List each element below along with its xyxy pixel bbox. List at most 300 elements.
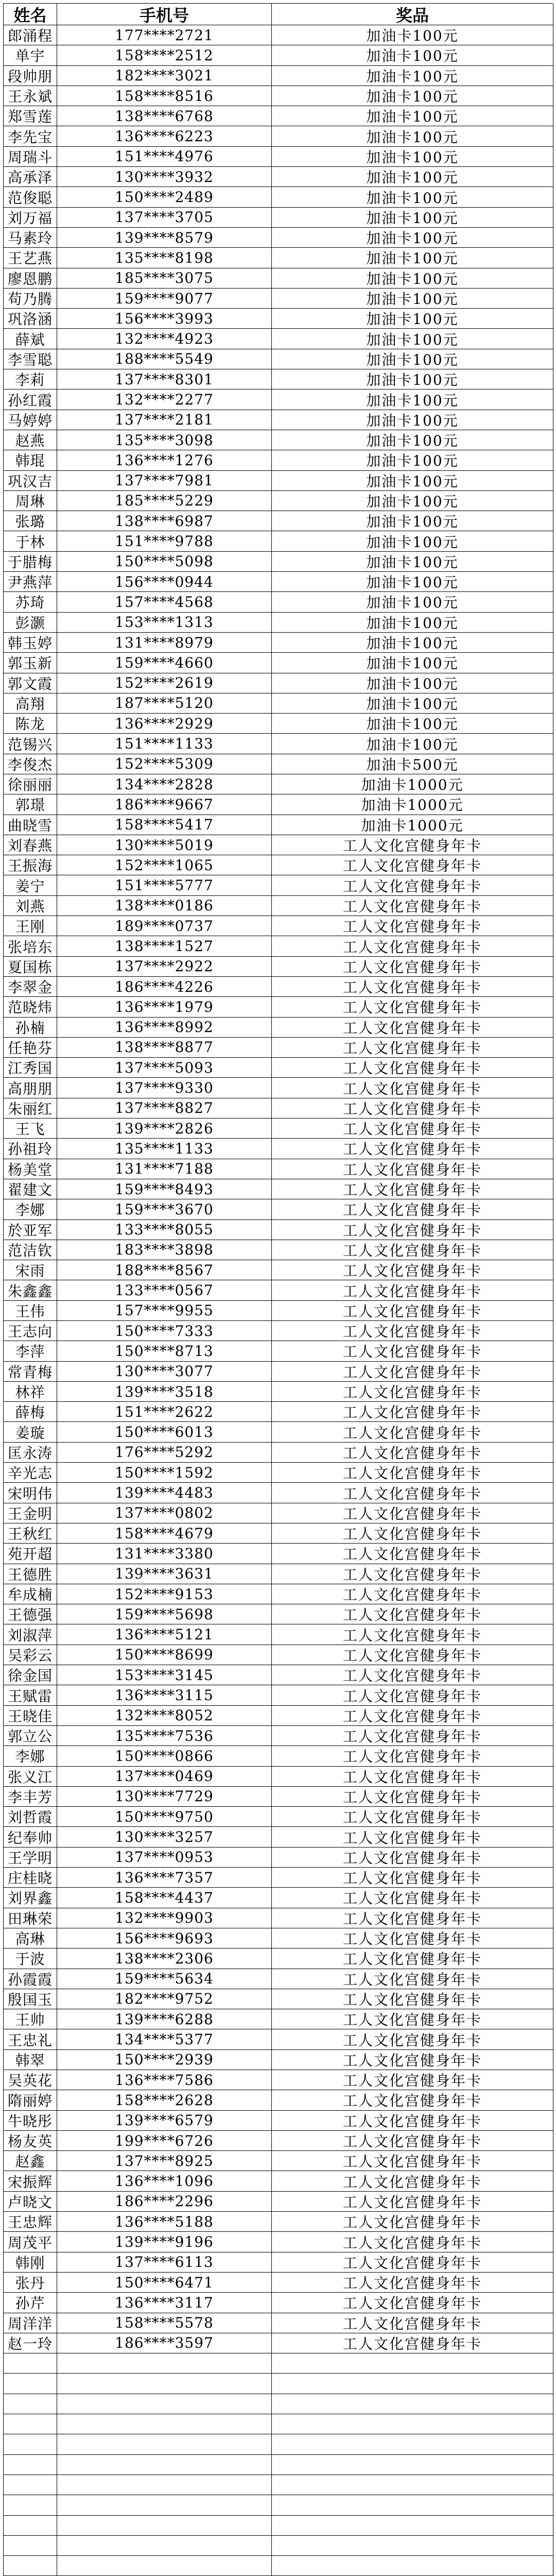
cell-phone: 138****1527: [57, 936, 272, 956]
cell-prize: [272, 2556, 553, 2576]
cell-name: 杨美堂: [4, 1159, 57, 1179]
cell-prize: [272, 2394, 553, 2414]
cell-prize: 工人文化宫健身年卡: [272, 1645, 553, 1665]
cell-name: 宋振辉: [4, 2171, 57, 2191]
cell-prize: 工人文化宫健身年卡: [272, 1443, 553, 1463]
cell-prize: 工人文化宫健身年卡: [272, 1341, 553, 1361]
cell-phone: 137****9330: [57, 1078, 272, 1098]
header-name: 姓名: [4, 4, 57, 25]
cell-prize: 工人文化宫健身年卡: [272, 2090, 553, 2110]
cell-name: 田琳荣: [4, 1908, 57, 1928]
cell-phone: 139****8579: [57, 228, 272, 248]
cell-phone: [57, 2556, 272, 2576]
cell-name: 段帅朋: [4, 66, 57, 86]
cell-phone: 159****5634: [57, 1969, 272, 1989]
cell-phone: 186****4226: [57, 977, 272, 997]
cell-prize: 加油卡100元: [272, 693, 553, 714]
cell-prize: 工人文化宫健身年卡: [272, 1159, 553, 1179]
cell-phone: 151****9788: [57, 531, 272, 551]
cell-prize: 工人文化宫健身年卡: [272, 2009, 553, 2029]
cell-phone: 152****9153: [57, 1584, 272, 1604]
cell-phone: 158****4437: [57, 1888, 272, 1908]
cell-prize: 加油卡100元: [272, 673, 553, 693]
cell-phone: 130****7729: [57, 1787, 272, 1807]
cell-phone: 137****8925: [57, 2151, 272, 2171]
cell-phone: 130****3077: [57, 1362, 272, 1382]
cell-phone: 182****9752: [57, 1989, 272, 2009]
cell-phone: 139****6579: [57, 2111, 272, 2131]
cell-prize: 工人文化宫健身年卡: [272, 1260, 553, 1280]
cell-name: 赵一玲: [4, 2333, 57, 2353]
cell-name: 尹燕萍: [4, 572, 57, 592]
cell-phone: 130****3257: [57, 1827, 272, 1847]
cell-name: 刘春燕: [4, 835, 57, 855]
cell-phone: 139****2826: [57, 1118, 272, 1139]
cell-name: [4, 2394, 57, 2414]
cell-prize: 加油卡100元: [272, 349, 553, 369]
cell-prize: [272, 2434, 553, 2454]
cell-prize: 加油卡100元: [272, 309, 553, 329]
cell-phone: 139****4483: [57, 1483, 272, 1503]
cell-name: 曲晓雪: [4, 815, 57, 835]
cell-phone: 158****8516: [57, 86, 272, 106]
cell-name: 王忠辉: [4, 2212, 57, 2232]
cell-phone: 150****7333: [57, 1321, 272, 1341]
cell-prize: [272, 2455, 553, 2475]
cell-phone: 156****3993: [57, 309, 272, 329]
cell-phone: 185****5229: [57, 491, 272, 511]
cell-name: 牛晓彤: [4, 2111, 57, 2131]
cell-phone: 132****9903: [57, 1908, 272, 1928]
cell-name: 杨友英: [4, 2131, 57, 2151]
cell-name: 王艺燕: [4, 248, 57, 268]
winner-table: [3, 3, 553, 2576]
cell-phone: 132****4923: [57, 329, 272, 349]
cell-phone: [57, 2374, 272, 2394]
cell-name: 张培东: [4, 936, 57, 956]
cell-prize: 工人文化宫健身年卡: [272, 2151, 553, 2171]
cell-prize: 加油卡100元: [272, 25, 553, 45]
cell-name: 隋丽婷: [4, 2090, 57, 2110]
cell-prize: 加油卡100元: [272, 86, 553, 106]
cell-phone: 185****3075: [57, 268, 272, 289]
cell-phone: 199****6726: [57, 2131, 272, 2151]
cell-phone: [57, 2394, 272, 2414]
cell-name: [4, 2495, 57, 2515]
cell-name: 李娜: [4, 1199, 57, 1219]
cell-prize: 工人文化宫健身年卡: [272, 1848, 553, 1868]
cell-name: [4, 2414, 57, 2434]
cell-name: 高琳: [4, 1928, 57, 1948]
cell-name: 朱丽红: [4, 1098, 57, 1118]
cell-phone: 158****2512: [57, 45, 272, 65]
cell-prize: 加油卡100元: [272, 45, 553, 65]
cell-prize: 工人文化宫健身年卡: [272, 2111, 553, 2131]
cell-phone: 158****5578: [57, 2313, 272, 2333]
cell-prize: 工人文化宫健身年卡: [272, 2192, 553, 2212]
cell-name: 卢晓文: [4, 2192, 57, 2212]
cell-prize: 加油卡100元: [272, 714, 553, 734]
cell-name: 王赋雷: [4, 1685, 57, 1705]
cell-prize: 工人文化宫健身年卡: [272, 1827, 553, 1847]
cell-phone: 136****2929: [57, 714, 272, 734]
cell-name: 姜璇: [4, 1422, 57, 1442]
cell-prize: 工人文化宫健身年卡: [272, 1665, 553, 1685]
cell-prize: 工人文化宫健身年卡: [272, 2232, 553, 2252]
cell-name: 纪奉帅: [4, 1827, 57, 1847]
cell-prize: 工人文化宫健身年卡: [272, 1948, 553, 1969]
cell-phone: 137****0469: [57, 1767, 272, 1787]
cell-name: 范晓炜: [4, 997, 57, 1017]
cell-name: 孙芹: [4, 2293, 57, 2313]
cell-phone: 150****9750: [57, 1807, 272, 1827]
cell-prize: 工人文化宫健身年卡: [272, 1604, 553, 1624]
cell-name: 周琳: [4, 491, 57, 511]
cell-prize: 工人文化宫健身年卡: [272, 916, 553, 936]
cell-prize: 工人文化宫健身年卡: [272, 896, 553, 916]
cell-name: [4, 2516, 57, 2536]
cell-name: 郑雪莲: [4, 106, 57, 126]
cell-prize: 工人文化宫健身年卡: [272, 2313, 553, 2333]
cell-prize: 加油卡100元: [272, 187, 553, 207]
cell-phone: 138****6768: [57, 106, 272, 126]
cell-prize: 工人文化宫健身年卡: [272, 1868, 553, 1888]
cell-name: 刘哲霞: [4, 1807, 57, 1827]
cell-phone: 131****7188: [57, 1159, 272, 1179]
cell-phone: 189****0737: [57, 916, 272, 936]
cell-name: 张璐: [4, 511, 57, 531]
cell-prize: 加油卡100元: [272, 613, 553, 633]
cell-phone: 159****8493: [57, 1179, 272, 1199]
cell-prize: 工人文化宫健身年卡: [272, 997, 553, 1017]
cell-prize: 加油卡100元: [272, 450, 553, 470]
cell-name: 范俊聪: [4, 187, 57, 207]
cell-name: 李娜: [4, 1746, 57, 1766]
cell-phone: 152****1065: [57, 855, 272, 875]
cell-phone: [57, 2495, 272, 2515]
cell-phone: 136****5121: [57, 1624, 272, 1645]
cell-phone: 150****2939: [57, 2050, 272, 2070]
cell-name: 王振海: [4, 855, 57, 875]
cell-prize: 工人文化宫健身年卡: [272, 1908, 553, 1928]
cell-prize: 工人文化宫健身年卡: [272, 2273, 553, 2293]
cell-phone: 158****4679: [57, 1523, 272, 1544]
cell-phone: 139****9196: [57, 2232, 272, 2252]
cell-name: 郭玉新: [4, 653, 57, 673]
cell-prize: 工人文化宫健身年卡: [272, 936, 553, 956]
cell-name: 王学明: [4, 1848, 57, 1868]
cell-name: 王晓佳: [4, 1706, 57, 1726]
cell-name: 刘万福: [4, 208, 57, 228]
cell-prize: 工人文化宫健身年卡: [272, 2070, 553, 2090]
cell-phone: 183****3898: [57, 1240, 272, 1260]
cell-name: 郎涌程: [4, 25, 57, 45]
cell-prize: 工人文化宫健身年卡: [272, 1787, 553, 1807]
cell-phone: 136****1096: [57, 2171, 272, 2191]
cell-prize: 工人文化宫健身年卡: [272, 1746, 553, 1766]
cell-name: [4, 2434, 57, 2454]
cell-prize: 加油卡100元: [272, 289, 553, 309]
cell-prize: 工人文化宫健身年卡: [272, 835, 553, 855]
cell-name: 庄桂晓: [4, 1868, 57, 1888]
cell-name: 马素玲: [4, 228, 57, 248]
cell-name: 李莉: [4, 369, 57, 389]
cell-phone: 150****5098: [57, 552, 272, 572]
cell-name: 李先宝: [4, 126, 57, 146]
cell-phone: 137****6113: [57, 2252, 272, 2273]
cell-name: 范锡兴: [4, 734, 57, 754]
cell-name: 徐丽丽: [4, 774, 57, 794]
cell-prize: 工人文化宫健身年卡: [272, 1564, 553, 1584]
cell-prize: [272, 2374, 553, 2394]
cell-phone: 132****2277: [57, 389, 272, 410]
cell-phone: 153****3145: [57, 1665, 272, 1685]
cell-phone: 139****3631: [57, 1564, 272, 1584]
cell-prize: [272, 2536, 553, 2556]
cell-name: 李雪聪: [4, 349, 57, 369]
cell-name: 常青梅: [4, 1362, 57, 1382]
cell-name: 单宇: [4, 45, 57, 65]
cell-prize: 工人文化宫健身年卡: [272, 1928, 553, 1948]
cell-phone: 137****7981: [57, 471, 272, 491]
cell-name: 孙楠: [4, 1018, 57, 1038]
cell-name: 翟建文: [4, 1179, 57, 1199]
cell-name: 于波: [4, 1948, 57, 1969]
cell-phone: 136****7357: [57, 1868, 272, 1888]
cell-phone: 137****5093: [57, 1058, 272, 1078]
cell-prize: 加油卡100元: [272, 633, 553, 653]
cell-prize: 工人文化宫健身年卡: [272, 1118, 553, 1139]
cell-prize: 加油卡100元: [272, 248, 553, 268]
cell-phone: 187****5120: [57, 693, 272, 714]
cell-phone: 136****3117: [57, 2293, 272, 2313]
cell-name: 王德胜: [4, 1564, 57, 1584]
cell-prize: 加油卡100元: [272, 389, 553, 410]
cell-name: 郭文霞: [4, 673, 57, 693]
cell-name: 李翠金: [4, 977, 57, 997]
cell-phone: 135****7536: [57, 1726, 272, 1746]
cell-phone: 186****3597: [57, 2333, 272, 2353]
cell-prize: 加油卡100元: [272, 653, 553, 673]
cell-prize: 工人文化宫健身年卡: [272, 1199, 553, 1219]
cell-phone: 133****8055: [57, 1220, 272, 1240]
cell-phone: [57, 2475, 272, 2495]
cell-name: 周洋洋: [4, 2313, 57, 2333]
cell-phone: 151****5777: [57, 875, 272, 895]
cell-name: 殷国玉: [4, 1989, 57, 2009]
cell-prize: 工人文化宫健身年卡: [272, 1078, 553, 1098]
cell-prize: 工人文化宫健身年卡: [272, 1240, 553, 1260]
cell-phone: 136****7586: [57, 2070, 272, 2090]
cell-phone: 188****5549: [57, 349, 272, 369]
cell-phone: 150****8699: [57, 1645, 272, 1665]
cell-prize: 工人文化宫健身年卡: [272, 855, 553, 875]
cell-name: 马婷婷: [4, 410, 57, 430]
cell-phone: 159****5698: [57, 1604, 272, 1624]
cell-name: 王金明: [4, 1503, 57, 1523]
cell-phone: 134****5377: [57, 2029, 272, 2049]
cell-name: 王伟: [4, 1301, 57, 1321]
cell-name: [4, 2455, 57, 2475]
cell-phone: 182****3021: [57, 66, 272, 86]
cell-phone: 150****2489: [57, 187, 272, 207]
cell-phone: 150****1592: [57, 1463, 272, 1483]
cell-name: 韩琨: [4, 450, 57, 470]
cell-name: [4, 2475, 57, 2495]
cell-prize: 加油卡100元: [272, 430, 553, 450]
cell-name: 辛光志: [4, 1463, 57, 1483]
cell-name: 彭灏: [4, 613, 57, 633]
cell-phone: 137****3705: [57, 208, 272, 228]
cell-phone: 156****9693: [57, 1928, 272, 1948]
cell-name: 宋明伟: [4, 1483, 57, 1503]
cell-prize: 加油卡1000元: [272, 815, 553, 835]
cell-phone: 132****8052: [57, 1706, 272, 1726]
cell-prize: [272, 2353, 553, 2374]
cell-prize: [272, 2495, 553, 2515]
cell-phone: 159****3670: [57, 1199, 272, 1219]
cell-prize: [272, 2414, 553, 2434]
cell-prize: 加油卡100元: [272, 491, 553, 511]
cell-name: 陈龙: [4, 714, 57, 734]
cell-phone: 135****8198: [57, 248, 272, 268]
cell-prize: 加油卡100元: [272, 552, 553, 572]
cell-prize: 加油卡100元: [272, 167, 553, 187]
cell-prize: 工人文化宫健身年卡: [272, 1888, 553, 1908]
cell-name: 苑开超: [4, 1544, 57, 1564]
cell-phone: 150****6471: [57, 2273, 272, 2293]
cell-name: [4, 2374, 57, 2394]
cell-prize: 加油卡100元: [272, 572, 553, 592]
cell-phone: 137****2922: [57, 957, 272, 977]
cell-name: 江秀国: [4, 1058, 57, 1078]
cell-prize: 工人文化宫健身年卡: [272, 1422, 553, 1442]
cell-phone: 153****1313: [57, 613, 272, 633]
cell-name: 周茂平: [4, 2232, 57, 2252]
cell-name: 赵鑫: [4, 2151, 57, 2171]
cell-prize: 加油卡100元: [272, 147, 553, 167]
cell-name: 赵燕: [4, 430, 57, 450]
cell-prize: 工人文化宫健身年卡: [272, 1767, 553, 1787]
cell-prize: 工人文化宫健身年卡: [272, 2252, 553, 2273]
cell-phone: 157****4568: [57, 592, 272, 612]
cell-phone: [57, 2353, 272, 2374]
cell-prize: 工人文化宫健身年卡: [272, 1321, 553, 1341]
cell-prize: 加油卡100元: [272, 471, 553, 491]
cell-prize: 工人文化宫健身年卡: [272, 1483, 553, 1503]
cell-name: 任艳芬: [4, 1038, 57, 1058]
cell-phone: 138****0186: [57, 896, 272, 916]
cell-name: 巩汉吉: [4, 471, 57, 491]
cell-phone: 138****6987: [57, 511, 272, 531]
cell-prize: 工人文化宫健身年卡: [272, 1807, 553, 1827]
cell-name: 薛斌: [4, 329, 57, 349]
cell-phone: 152****2619: [57, 673, 272, 693]
cell-name: 李萍: [4, 1341, 57, 1361]
cell-name: 巩洛涵: [4, 309, 57, 329]
header-prize: 奖品: [272, 4, 553, 25]
cell-name: 刘燕: [4, 896, 57, 916]
cell-prize: 加油卡100元: [272, 592, 553, 612]
cell-phone: 158****5417: [57, 815, 272, 835]
cell-name: 薛梅: [4, 1402, 57, 1422]
cell-name: 徐金国: [4, 1665, 57, 1685]
cell-name: 王忠礼: [4, 2029, 57, 2049]
cell-prize: 工人文化宫健身年卡: [272, 1503, 553, 1523]
cell-phone: 151****2622: [57, 1402, 272, 1422]
cell-prize: 加油卡1000元: [272, 794, 553, 815]
cell-prize: 加油卡1000元: [272, 774, 553, 794]
cell-prize: 工人文化宫健身年卡: [272, 1584, 553, 1604]
cell-phone: 152****5309: [57, 754, 272, 774]
cell-phone: [57, 2516, 272, 2536]
cell-phone: 137****0802: [57, 1503, 272, 1523]
cell-prize: 工人文化宫健身年卡: [272, 1301, 553, 1321]
cell-phone: 159****4660: [57, 653, 272, 673]
cell-phone: 157****9955: [57, 1301, 272, 1321]
cell-name: 于林: [4, 531, 57, 551]
cell-name: 韩翠: [4, 2050, 57, 2070]
cell-phone: 130****5019: [57, 835, 272, 855]
cell-prize: 加油卡100元: [272, 228, 553, 248]
cell-prize: 工人文化宫健身年卡: [272, 1706, 553, 1726]
cell-name: 张义江: [4, 1767, 57, 1787]
cell-name: 张丹: [4, 2273, 57, 2293]
cell-name: 吴彩云: [4, 1645, 57, 1665]
header-phone: 手机号: [57, 4, 272, 25]
cell-prize: 加油卡100元: [272, 410, 553, 430]
cell-phone: 188****8567: [57, 1260, 272, 1280]
cell-name: [4, 2536, 57, 2556]
cell-name: 於亚军: [4, 1220, 57, 1240]
cell-prize: 加油卡100元: [272, 268, 553, 289]
cell-phone: 136****1276: [57, 450, 272, 470]
cell-name: 韩刚: [4, 2252, 57, 2273]
cell-name: 高承泽: [4, 167, 57, 187]
cell-phone: 136****5188: [57, 2212, 272, 2232]
cell-phone: 150****8713: [57, 1341, 272, 1361]
cell-name: 周瑞斗: [4, 147, 57, 167]
cell-phone: [57, 2434, 272, 2454]
cell-phone: 133****0567: [57, 1280, 272, 1300]
cell-name: 王秋红: [4, 1523, 57, 1544]
cell-phone: 134****2828: [57, 774, 272, 794]
cell-name: 王志向: [4, 1321, 57, 1341]
cell-phone: 138****2306: [57, 1948, 272, 1969]
cell-prize: 工人文化宫健身年卡: [272, 1382, 553, 1402]
cell-name: 王帅: [4, 2009, 57, 2029]
cell-name: 苟乃腾: [4, 289, 57, 309]
cell-name: 李丰芳: [4, 1787, 57, 1807]
cell-phone: 136****8992: [57, 1018, 272, 1038]
cell-prize: [272, 2516, 553, 2536]
cell-prize: 工人文化宫健身年卡: [272, 1989, 553, 2009]
cell-prize: 工人文化宫健身年卡: [272, 1179, 553, 1199]
cell-prize: 工人文化宫健身年卡: [272, 1726, 553, 1746]
cell-phone: 176****5292: [57, 1443, 272, 1463]
cell-name: 郭立公: [4, 1726, 57, 1746]
cell-phone: 137****2181: [57, 410, 272, 430]
cell-prize: 加油卡100元: [272, 208, 553, 228]
cell-name: 牟成楠: [4, 1584, 57, 1604]
cell-name: 孙霞霞: [4, 1969, 57, 1989]
cell-prize: 加油卡100元: [272, 66, 553, 86]
cell-name: 高朋朋: [4, 1078, 57, 1098]
cell-phone: 150****6013: [57, 1422, 272, 1442]
cell-prize: 工人文化宫健身年卡: [272, 1280, 553, 1300]
cell-name: 夏国栋: [4, 957, 57, 977]
cell-phone: 151****1133: [57, 734, 272, 754]
